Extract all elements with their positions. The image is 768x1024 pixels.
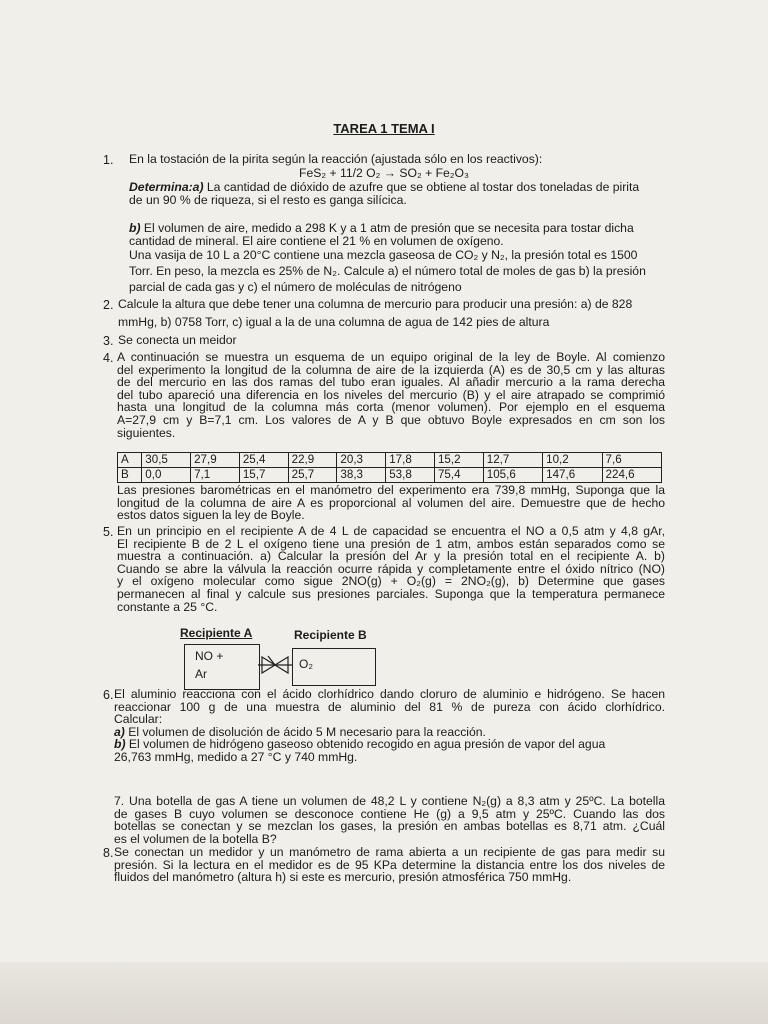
recipient-a-label: Recipiente A bbox=[180, 626, 253, 640]
q4-paragraph bbox=[117, 351, 665, 439]
table-cell: 105,6 bbox=[483, 468, 542, 483]
q7-line: 7. Una botella de gas A tiene un volumen de 48,2 L y contiene N₂(g) a 8,3 atm y 25ºC. La botella bbox=[114, 794, 665, 808]
table-cell: 224,6 bbox=[602, 468, 661, 483]
q4-line: del experimento la longitud de la columna de aire de la izquierda (A) es de 30,5 cm y las alturas bbox=[117, 362, 665, 377]
table-cell: 15,7 bbox=[239, 468, 288, 483]
recipient-a-box bbox=[184, 644, 260, 690]
q5-line: Cuando se abre la válvula la reacción ocurre rápida y completamente entre el óxido nítrico (NO) bbox=[117, 561, 665, 576]
q2-line1: Calcule la altura que debe tener una columna de mercurio para producir una presión: a) de 828 bbox=[118, 297, 633, 311]
q7-line: es el volumen de la botella B? bbox=[114, 831, 277, 846]
q4-line: del tubo apareció una diferencia en los niveles del mercurio (B) y el aire atrapado se comprimió bbox=[117, 387, 665, 402]
q2-line2: mmHg, b) 0758 Torr, c) igual a la de una columna de agua de 142 pies de altura bbox=[118, 315, 550, 329]
q4-line: hasta una longitud de la columna más corta (menor volumen). Por ejemplo en el esquema bbox=[117, 400, 665, 415]
q7-line: botellas se conectan y se mezclan los gases, la presión en ambas botellas es 8,71 atm. ¿Cuál bbox=[114, 819, 665, 834]
q1-gas-mix-line3: parcial de cada gas y c) el número de moléculas de nitrógeno bbox=[129, 280, 462, 294]
table-cell: 53,8 bbox=[386, 468, 435, 483]
q2-number: 2. bbox=[103, 298, 114, 312]
q6-part-b-label: b) bbox=[114, 737, 126, 752]
recipient-a-content-line1: NO + bbox=[195, 649, 224, 663]
table-cell: A bbox=[118, 453, 142, 468]
recipient-diagram bbox=[180, 626, 390, 692]
q7-paragraph bbox=[114, 795, 665, 845]
document-title: TAREA 1 TEMA I bbox=[333, 121, 435, 136]
q5-paragraph bbox=[117, 525, 665, 613]
q4-line: A=27,9 cm y B=7,1 cm. Los valores de A y B que obtuvo Boyle expresados en cm son los bbox=[117, 412, 665, 427]
table-cell: 147,6 bbox=[543, 468, 602, 483]
q4-conclusion bbox=[117, 484, 665, 522]
q6-paragraph bbox=[114, 688, 665, 764]
table-cell: 10,2 bbox=[543, 453, 602, 468]
table-cell: 7,1 bbox=[191, 468, 240, 483]
q3-number: 3. bbox=[103, 334, 114, 348]
q5-number: 5. bbox=[103, 525, 114, 539]
q1-part-a-line2: de un 90 % de riqueza, si el resto es ganga silícica. bbox=[129, 193, 407, 207]
table-cell: 27,9 bbox=[191, 453, 240, 468]
q8-number: 8. bbox=[103, 846, 114, 860]
table-cell: 12,7 bbox=[483, 453, 542, 468]
q4-after-line: estos datos siguen la ley de Boyle. bbox=[117, 508, 305, 523]
table-cell: 15,2 bbox=[434, 453, 483, 468]
table-cell: 38,3 bbox=[337, 468, 386, 483]
boyle-data-table bbox=[117, 452, 662, 483]
table-cell: 0,0 bbox=[142, 468, 191, 483]
q5-line: El recipiente B de 2 L el oxígeno tiene una presión de 1 atm, ambos están separados como se bbox=[117, 536, 665, 551]
q3-text: Se conecta un meidor bbox=[118, 333, 237, 347]
q1-part-a-text: La cantidad de dióxido de azufre que se obtiene al tostar dos toneladas de pirita bbox=[203, 180, 640, 194]
q8-paragraph bbox=[114, 846, 665, 884]
q4-line: de del mercurio en las dos ramas del tubo eran iguales. Al añadir mercurio a la rama derecha bbox=[117, 375, 665, 390]
q5-line: muestra a continuación. a) Calcular la presión del Ar y la presión total en el recipiente A. b) bbox=[117, 549, 665, 564]
q6-line3: Calcular: bbox=[114, 712, 163, 727]
q4-after-line: longitud de la columna de aire A es proporcional al volumen del aire. Demuestre que de hecho bbox=[117, 495, 665, 510]
q4-number: 4. bbox=[103, 351, 114, 365]
q5-line: y el oxígeno molecular como sigue 2NO(g) + O₂(g) = 2NO₂(g), b) Determine que gases bbox=[117, 574, 665, 589]
table-cell: 20,3 bbox=[337, 453, 386, 468]
q4-line: siguientes. bbox=[117, 425, 176, 440]
q6-part-b-text: El volumen de hidrógeno gaseoso obtenido recogido en agua presión de vapor del agua bbox=[125, 737, 606, 752]
q8-line1: Se conectan un medidor y un manómetro de rama abierta a un recipiente de gas para medir su bbox=[114, 845, 665, 859]
q6-number: 6. bbox=[103, 688, 114, 702]
q1-equation: FeS₂ + 11/2 O₂ → SO₂ + Fe₂O₃ bbox=[299, 166, 469, 180]
recipient-b-label: Recipiente B bbox=[294, 628, 367, 642]
q6-part-a-text: El volumen de disolución de ácido 5 M necesario para la reacción. bbox=[124, 724, 486, 739]
q6-part-a-label: a) bbox=[114, 724, 125, 739]
recipient-b-content: O₂ bbox=[299, 657, 313, 671]
q6-line2: reaccionar 100 g de una muestra de aluminio del 81 % de pureza con ácido clorhídrico. bbox=[114, 699, 665, 714]
table-cell: 25,4 bbox=[239, 453, 288, 468]
q1-part-a-label: Determina:a) bbox=[129, 180, 204, 194]
q1-part-b-text: El volumen de aire, medido a 298 K y a 1 atm de presión que se necesita para tostar dicha bbox=[140, 221, 634, 235]
table-cell: 22,9 bbox=[288, 453, 337, 468]
q8-line2: presión. Si la lectura en el medidor es de 95 KPa determine la distancia entre los dos niveles de bbox=[114, 857, 665, 872]
table-row bbox=[118, 468, 662, 483]
q4-line: A continuación se muestra un esquema de un equipo original de la ley de Boyle. Al comienzo bbox=[117, 350, 665, 364]
q5-line: constante a 25 °C. bbox=[117, 599, 218, 614]
page-bottom-shadow bbox=[0, 962, 768, 1024]
recipient-a-content-line2: Ar bbox=[195, 667, 207, 681]
q7-line: de gases B cuyo volumen se desconoce contiene He (g) a 9,5 atm y 25ºC. Cuando las dos bbox=[114, 806, 665, 821]
q1-gas-mix-line2: Torr. En peso, la mezcla es 25% de N₂. Calcule a) el número total de moles de gas b) la presión bbox=[129, 264, 646, 278]
table-row bbox=[118, 453, 662, 468]
q1-part-b-line2: cantidad de mineral. El aire contiene el 21 % en volumen de oxígeno. bbox=[129, 234, 504, 248]
table-cell: 30,5 bbox=[142, 453, 191, 468]
valve-icon bbox=[258, 654, 292, 676]
q1-part-b-label: b) bbox=[129, 221, 141, 235]
recipient-b-box bbox=[292, 648, 376, 686]
q4-after-line: Las presiones barométricas en el manómetro del experimento era 739,8 mmHg, Suponga que la bbox=[117, 483, 665, 497]
q6-line1: El aluminio reacciona con el ácido clorhídrico dando cloruro de aluminio e hidrógeno. Se hacen bbox=[114, 687, 665, 701]
q1-number: 1. bbox=[103, 153, 114, 167]
q6-part-b-line2: 26,763 mmHg, medido a 27 °C y 740 mmHg. bbox=[114, 749, 358, 764]
table-cell: B bbox=[118, 468, 142, 483]
table-cell: 75,4 bbox=[434, 468, 483, 483]
table-cell: 25,7 bbox=[288, 468, 337, 483]
table-cell: 17,8 bbox=[386, 453, 435, 468]
table-cell: 7,6 bbox=[602, 453, 661, 468]
q1-gas-mix-line1: Una vasija de 10 L a 20°C contiene una mezcla gaseosa de CO₂ y N₂, la presión total es 1500 bbox=[129, 248, 638, 262]
q5-line: permanecen al final y calcule sus presiones parciales. Suponga que la temperatura permanece bbox=[117, 586, 665, 601]
q1-intro: En la tostación de la pirita según la reacción (ajustada sólo en los reactivos): bbox=[129, 152, 543, 166]
q5-line: En un principio en el recipiente A de 4 L de capacidad se encuentra el NO a 0,5 atm y 4,8 gAr, bbox=[117, 524, 665, 538]
q8-line3: fluidos del manómetro (altura h) si este es mercurio, presión atmosférica 750 mmHg. bbox=[114, 870, 572, 885]
